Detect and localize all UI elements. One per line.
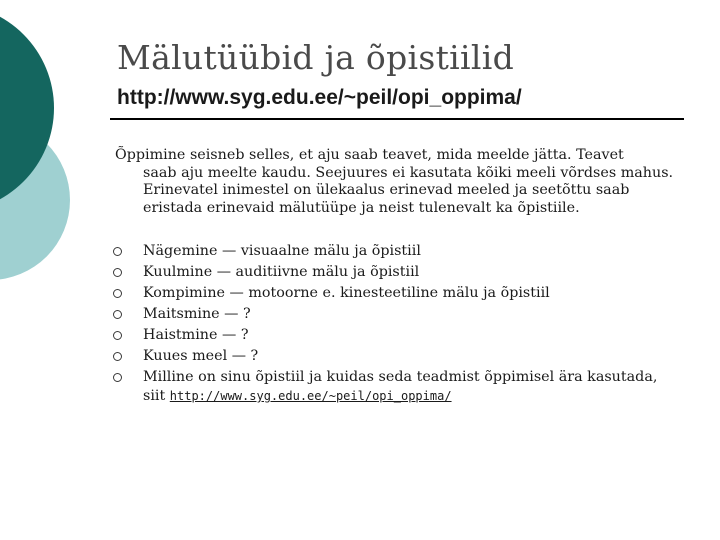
list-item-text: Kompimine — motoorne e. kinesteetiline mälu ja õpistiil [143,285,550,301]
list-item [113,304,673,325]
circle-bullet-icon [113,310,122,319]
circle-bullet-icon [113,373,122,382]
list-item [113,346,673,367]
list-item-with-link [113,367,673,406]
list-item-text: Haistmine — ? [143,327,249,343]
course-link[interactable]: http://www.syg.edu.ee/~peil/opi_oppima/ [169,389,452,403]
intro-paragraph [115,147,675,217]
decorative-circles [0,0,110,300]
slide-title: Mälutüübid ja õpistiilid [117,38,515,77]
list-item [113,241,673,262]
intro-first-line: Õppimine seisneb selles, et aju saab teavet, mida meelde jätta. Teavet [115,147,624,163]
slide-subtitle-url: http://www.syg.edu.ee/~peil/opi_oppima/ [117,86,522,109]
list-item-text: Maitsmine — ? [143,306,251,322]
list-item [113,283,673,304]
circle-bullet-icon [113,268,122,277]
circle-bullet-icon [113,247,122,256]
circle-bullet-icon [113,352,122,361]
list-item [113,325,673,346]
title-divider [110,118,684,120]
list-item [113,262,673,283]
list-item-text: Milline on sinu õpistiil ja kuidas seda teadmist õppimisel ära kasutada, siit [143,369,658,404]
bullet-list [113,241,673,406]
circle-bullet-icon [113,331,122,340]
list-item-text: Kuues meel — ? [143,348,259,364]
intro-continuation: saab aju meelte kaudu. Seejuures ei kasutata kõiki meeli võrdses mahus. Erinevatel inimestel on ülekaalus erinevad meeled ja seetõttu saab eristada erinevaid mälutüüpe ja neist tulenevalt ka õpistiile. [143,164,674,216]
list-item-text: Kuulmine — auditiivne mälu ja õpistiil [143,264,420,280]
list-item-text: Nägemine — visuaalne mälu ja õpistiil [143,243,421,259]
circle-bullet-icon [113,289,122,298]
